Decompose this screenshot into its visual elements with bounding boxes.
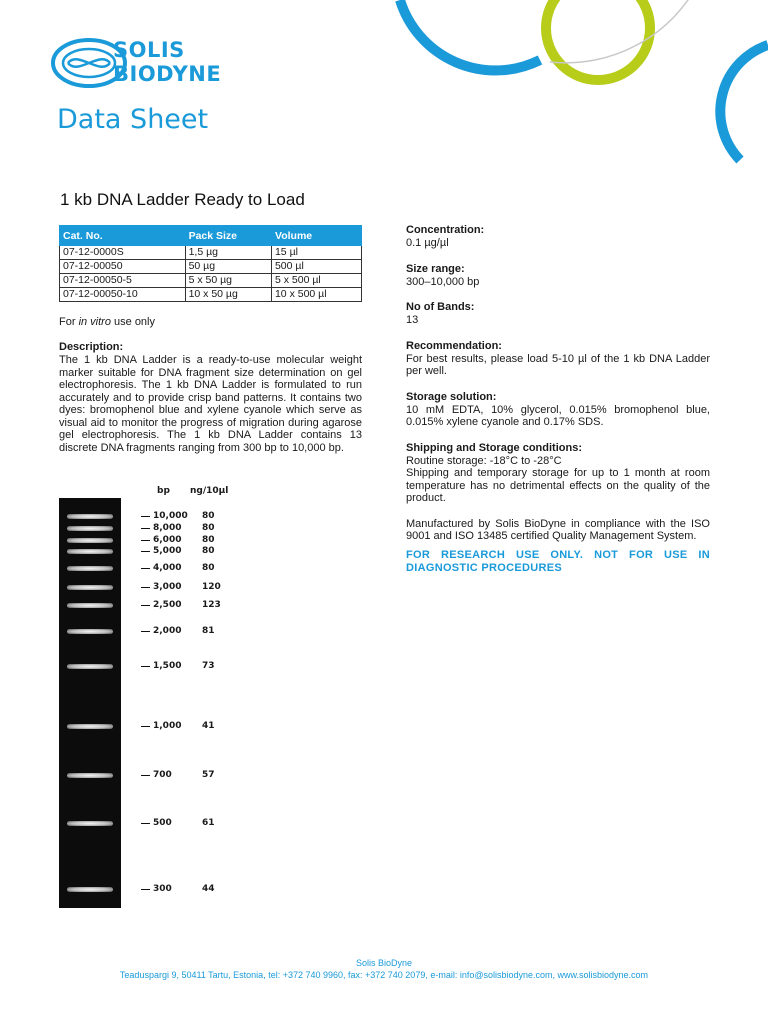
gel-ng-label: 80 <box>202 535 215 545</box>
table-cell: 1,5 µg <box>185 246 271 260</box>
gel-bp-label: 4,000 <box>153 563 182 573</box>
specs-column <box>406 224 710 575</box>
gel-tick <box>141 587 150 588</box>
gel-tick <box>141 568 150 569</box>
table-cell: 500 µl <box>271 260 361 274</box>
gel-tick <box>141 551 150 552</box>
usage-note <box>59 316 155 328</box>
storage-solution-value: 10 mM EDTA, 10% glycerol, 0.015% bromophenol blue, 0.015% xylene cyanole and 0.17% SDS. <box>406 403 710 428</box>
gel-ng-label: 44 <box>202 884 215 894</box>
gel-bp-label: 2,000 <box>153 626 182 636</box>
concentration-label: Concentration: <box>406 224 485 236</box>
gel-tick <box>141 775 150 776</box>
storage-solution-label: Storage solution: <box>406 390 497 403</box>
shipping-line-1: Routine storage: -18°C to -28°C <box>406 454 562 467</box>
brand-line-2: BIODYNE <box>113 62 222 86</box>
gel-ng-label: 61 <box>202 818 215 828</box>
recommendation-block <box>406 340 710 378</box>
shipping-block <box>406 442 710 505</box>
gel-ng-label: 120 <box>202 582 221 592</box>
page-title: 1 kb DNA Ladder Ready to Load <box>60 190 305 209</box>
gel-band <box>67 724 113 729</box>
brand-logo <box>113 38 221 86</box>
bands-block <box>406 301 710 327</box>
column-header: Volume <box>271 226 361 246</box>
table-row <box>60 274 362 288</box>
concentration-block <box>406 224 710 250</box>
gel-ng-label: 81 <box>202 626 215 636</box>
gel-band <box>67 526 113 531</box>
table-row <box>60 288 362 302</box>
gel-image <box>59 498 121 908</box>
gel-band <box>67 629 113 634</box>
gel-tick <box>141 726 150 727</box>
header-decoration <box>0 0 768 200</box>
table-cell: 07-12-00050-5 <box>60 274 186 288</box>
size-range-block <box>406 263 710 289</box>
gel-band <box>67 603 113 608</box>
footer-company: Solis BioDyne <box>355 958 413 968</box>
description-heading: Description: <box>59 341 124 353</box>
manufactured-text: Manufactured by Solis BioDyne in compliance with the ISO 9001 and ISO 13485 certified Quality Management System. <box>406 517 710 542</box>
manufactured-block <box>406 518 710 543</box>
gel-ng-label: 41 <box>202 721 215 731</box>
shipping-label: Shipping and Storage conditions: <box>406 441 582 454</box>
doc-type-heading: Data Sheet <box>57 104 209 135</box>
gel-bp-label: 300 <box>153 884 172 894</box>
table-cell: 50 µg <box>185 260 271 274</box>
gel-tick <box>141 528 150 529</box>
gel-band <box>67 514 113 519</box>
gel-band <box>67 664 113 669</box>
usage-italic: in vitro <box>78 316 111 328</box>
table-cell: 10 x 50 µg <box>185 288 271 302</box>
size-range-label: Size range: <box>406 262 465 275</box>
gel-band <box>67 585 113 590</box>
gel-band <box>67 566 113 571</box>
gel-bp-label: 8,000 <box>153 523 182 533</box>
table-cell: 15 µl <box>271 246 361 260</box>
brand-line-1: SOLIS <box>113 38 185 62</box>
blue-arc-decoration <box>400 0 540 70</box>
gel-bp-label: 5,000 <box>153 546 182 556</box>
usage-suffix: use only <box>110 316 155 328</box>
gel-tick <box>141 605 150 606</box>
gel-ng-header: ng/10µl <box>190 486 229 496</box>
gel-ng-label: 80 <box>202 523 215 533</box>
bands-label: No of Bands: <box>406 301 475 313</box>
recommendation-label: Recommendation: <box>406 339 502 352</box>
gel-bp-label: 1,000 <box>153 721 182 731</box>
shipping-line-2: Shipping and temporary storage for up to 1 month at room temperature has no detrimental effects on the quality of the product. <box>406 467 710 504</box>
gel-ng-label: 123 <box>202 600 221 610</box>
storage-solution-block <box>406 391 710 429</box>
gel-band <box>67 821 113 826</box>
gel-bp-label: 2,500 <box>153 600 182 610</box>
description-section <box>59 341 362 454</box>
table-cell: 07-12-0000S <box>60 246 186 260</box>
gel-bp-label: 3,000 <box>153 582 182 592</box>
gel-bp-header: bp <box>157 486 170 496</box>
gel-tick <box>141 889 150 890</box>
table-header-row <box>60 226 362 246</box>
gel-tick <box>141 516 150 517</box>
gel-bp-label: 700 <box>153 770 172 780</box>
gel-band <box>67 538 113 543</box>
product-table <box>59 225 362 302</box>
recommendation-value: For best results, please load 5-10 µl of the 1 kb DNA Ladder per well. <box>406 352 710 377</box>
gel-band <box>67 549 113 554</box>
table-row <box>60 260 362 274</box>
gel-bp-label: 500 <box>153 818 172 828</box>
gel-bp-label: 6,000 <box>153 535 182 545</box>
gel-tick <box>141 540 150 541</box>
table-cell: 5 x 500 µl <box>271 274 361 288</box>
research-only-notice: FOR RESEARCH USE ONLY. NOT FOR USE IN DIAGNOSTIC PROCEDURES <box>406 548 710 574</box>
grey-arc-decoration <box>550 0 700 63</box>
gel-band <box>67 773 113 778</box>
table-cell: 07-12-00050 <box>60 260 186 274</box>
gel-tick <box>141 666 150 667</box>
gel-ng-label: 80 <box>202 563 215 573</box>
gel-ng-label: 57 <box>202 770 215 780</box>
table-row <box>60 246 362 260</box>
column-header: Cat. No. <box>60 226 186 246</box>
gel-ng-label: 80 <box>202 511 215 521</box>
gel-tick <box>141 823 150 824</box>
concentration-value: 0.1 µg/µl <box>406 237 449 249</box>
gel-band <box>67 887 113 892</box>
gel-ng-label: 80 <box>202 546 215 556</box>
blue-arc-right-decoration <box>720 45 768 160</box>
lime-ring-decoration <box>546 0 650 80</box>
footer-address: Teaduspargi 9, 50411 Tartu, Estonia, tel: +372 740 9960, fax: +372 740 2079, e-mail: info@solisbiodyne.com, www.solisbiodyne.com <box>119 970 649 980</box>
table-cell: 07-12-00050-10 <box>60 288 186 302</box>
bands-value: 13 <box>406 314 419 326</box>
size-range-value: 300–10,000 bp <box>406 275 480 288</box>
description-text: The 1 kb DNA Ladder is a ready-to-use molecular weight marker suitable for DNA fragment size determination on gel electrophoresis. The 1 kb DNA Ladder is formulated to run accurately and to provide crisp band patterns. It contains two dyes: bromophenol blue and xylene cyanole which serve as visual aid to monitor the progress of migration during agarose gel electrophoresis. The 1 kb DNA Ladder contains 13 discrete DNA fragments ranging from 300 bp to 10,000 bp. <box>59 354 362 454</box>
column-header: Pack Size <box>185 226 271 246</box>
gel-tick <box>141 631 150 632</box>
gel-bp-label: 1,500 <box>153 661 182 671</box>
usage-prefix: For <box>59 316 79 328</box>
table-cell: 5 x 50 µg <box>185 274 271 288</box>
gel-ng-label: 73 <box>202 661 215 671</box>
table-cell: 10 x 500 µl <box>271 288 361 302</box>
gel-bp-label: 10,000 <box>153 511 188 521</box>
